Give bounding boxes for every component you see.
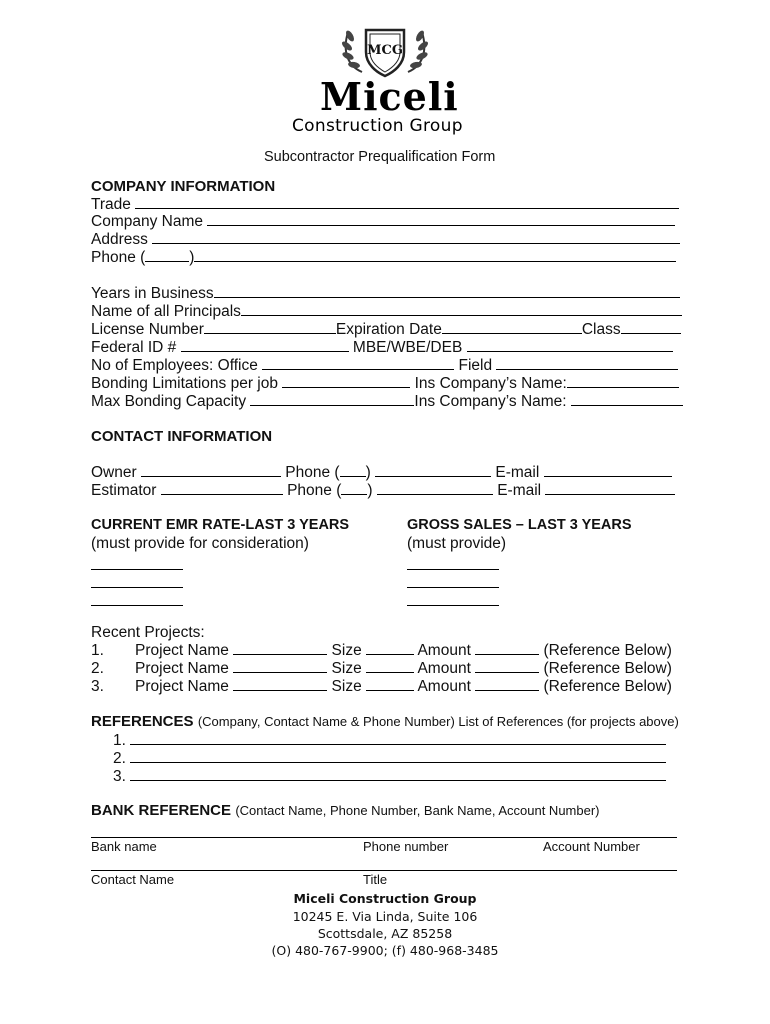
company-info-heading: COMPANY INFORMATION [91,178,276,195]
license-field[interactable] [204,332,336,334]
field-label: Field [458,357,493,374]
project-amount-label: Amount [417,678,471,695]
phone-field[interactable] [194,260,676,262]
reference-num: 3. [113,768,126,785]
trade-field[interactable] [135,207,679,209]
project-amount-field[interactable] [475,689,539,691]
max-bonding-row [91,393,683,411]
emr-field-3[interactable] [91,605,183,606]
bonding-field[interactable] [282,386,410,388]
max-bonding-label: Max Bonding Capacity [91,393,247,410]
reference-item [113,768,666,786]
owner-label: Owner [91,464,137,481]
logo-name: Miceli [320,74,459,119]
trade-label: Trade [91,196,131,213]
project-name-field[interactable] [233,653,327,655]
owner-email-label: E-mail [495,464,540,481]
max-bonding-field[interactable] [250,404,414,406]
project-name-label: Project Name [135,678,229,695]
bank-account-label: Account Number [543,839,640,854]
address-field[interactable] [152,242,680,244]
estimator-row [91,482,675,500]
logo-tagline: Construction Group [292,116,463,136]
expiration-label: Expiration Date [335,321,442,338]
phone-label: Phone ( [91,249,146,266]
employees-label: No of Employees: Office [91,357,258,374]
project-size-label: Size [331,660,362,677]
project-amount-label: Amount [417,660,471,677]
emr-field-2[interactable] [91,587,183,588]
address-row [91,231,680,249]
company-name-field[interactable] [207,224,675,226]
bank-row [91,802,600,820]
estimator-label: Estimator [91,482,157,499]
project-name-field[interactable] [233,689,327,691]
federal-label: Federal ID # [91,339,177,356]
project-name-field[interactable] [233,671,327,673]
principals-field[interactable] [241,314,682,316]
years-field[interactable] [214,296,680,298]
bank-line-2[interactable] [91,870,677,871]
footer-phones: (O) 480-767-9900; (f) 480-968-3485 [271,943,499,958]
laurel-badge-icon [290,22,480,82]
mbe-label: MBE/WBE/DEB [352,339,463,356]
estimator-phone-field[interactable] [377,493,493,495]
ins-company-1-field[interactable] [567,386,679,388]
emr-heading: CURRENT EMR RATE-LAST 3 YEARS [91,517,350,533]
project-size-field[interactable] [366,653,414,655]
reference-num: 1. [113,732,126,749]
estimator-phone-close: ) [367,482,373,499]
owner-phone-close: ) [365,464,371,481]
company-logo [290,22,480,140]
class-label: Class [581,321,621,338]
class-field[interactable] [621,332,681,334]
federal-field[interactable] [181,350,349,352]
form-title: Subcontractor Prequalification Form [264,149,496,165]
owner-email-field[interactable] [544,475,672,477]
gross-sales-note: (must provide) [407,535,507,552]
project-name-label: Project Name [135,660,229,677]
bank-note: (Contact Name, Phone Number, Bank Name, Account Number) [235,803,600,818]
recent-projects-heading: Recent Projects: [91,624,205,641]
owner-field[interactable] [141,475,281,477]
bank-heading: BANK REFERENCE [91,802,232,819]
reference-num: 2. [113,750,126,767]
federal-row [91,339,673,357]
employees-office-field[interactable] [262,368,454,370]
footer-company: Miceli Construction Group [293,891,477,906]
phone-row [91,249,676,267]
bonding-label: Bonding Limitations per job [91,375,278,392]
phone-area-field[interactable] [145,260,189,262]
project-size-label: Size [331,642,362,659]
project-ref-label: (Reference Below) [543,660,672,677]
reference-field[interactable] [130,761,666,763]
project-num: 1. [91,642,104,659]
project-row [91,678,672,696]
gross-sales-field-2[interactable] [407,587,499,588]
gross-sales-field-3[interactable] [407,605,499,606]
footer-address2: Scottsdale, AZ 85258 [317,926,453,941]
company-name-label: Company Name [91,213,203,230]
project-size-field[interactable] [366,689,414,691]
project-ref-label: (Reference Below) [543,678,672,695]
company-name-row [91,213,675,231]
employees-row [91,357,678,375]
project-amount-label: Amount [417,642,471,659]
owner-phone-label: Phone ( [285,464,340,481]
footer-address1: 10245 E. Via Linda, Suite 106 [292,909,478,924]
ins-company-2-field[interactable] [571,404,683,406]
project-ref-label: (Reference Below) [543,642,672,659]
references-row [91,713,679,731]
project-num: 2. [91,660,104,677]
bonding-row [91,375,679,393]
bank-title-label: Title [363,872,388,887]
owner-phone-area-field[interactable] [340,475,366,477]
project-size-field[interactable] [366,671,414,673]
references-heading: REFERENCES [91,713,194,730]
reference-field[interactable] [130,743,666,745]
bank-line-1[interactable] [91,837,677,838]
project-amount-field[interactable] [475,653,539,655]
project-name-label: Project Name [135,642,229,659]
emr-field-1[interactable] [91,569,183,570]
project-row [91,642,672,660]
references-note: (Company, Contact Name & Phone Number) List of References (for projects above) [197,714,679,729]
badge-text: MCG [367,43,403,58]
project-num: 3. [91,678,104,695]
license-label: License Number [91,321,204,338]
bank-name-label: Bank name [91,839,157,854]
principals-label: Name of all Principals [91,303,241,320]
reference-field[interactable] [130,779,666,781]
ins-company-1-label: Ins Company’s Name: [414,375,567,392]
project-amount-field[interactable] [475,671,539,673]
bank-phone-label: Phone number [363,839,449,854]
estimator-email-field[interactable] [545,493,675,495]
gross-sales-field-1[interactable] [407,569,499,570]
employees-field-field[interactable] [496,368,678,370]
gross-sales-heading: GROSS SALES – LAST 3 YEARS [407,517,632,533]
estimator-phone-label: Phone ( [287,482,342,499]
estimator-email-label: E-mail [497,482,542,499]
mbe-field[interactable] [467,350,673,352]
ins-company-2-label: Ins Company’s Name: [414,393,567,410]
bank-contact-label: Contact Name [91,872,175,887]
principals-row [91,303,682,321]
license-row [91,321,681,339]
reference-item [113,750,666,768]
years-label: Years in Business [91,285,214,302]
years-row [91,285,680,303]
address-label: Address [91,231,148,248]
reference-item [113,732,666,750]
trade-row [91,196,679,214]
phone-paren-close: ) [189,249,195,266]
expiration-field[interactable] [442,332,582,334]
project-row [91,660,672,678]
owner-phone-field[interactable] [375,475,491,477]
estimator-phone-area-field[interactable] [341,493,367,495]
contact-info-heading: CONTACT INFORMATION [91,428,273,445]
owner-row [91,464,672,482]
emr-note: (must provide for consideration) [91,535,309,552]
estimator-field[interactable] [161,493,283,495]
project-size-label: Size [331,678,362,695]
